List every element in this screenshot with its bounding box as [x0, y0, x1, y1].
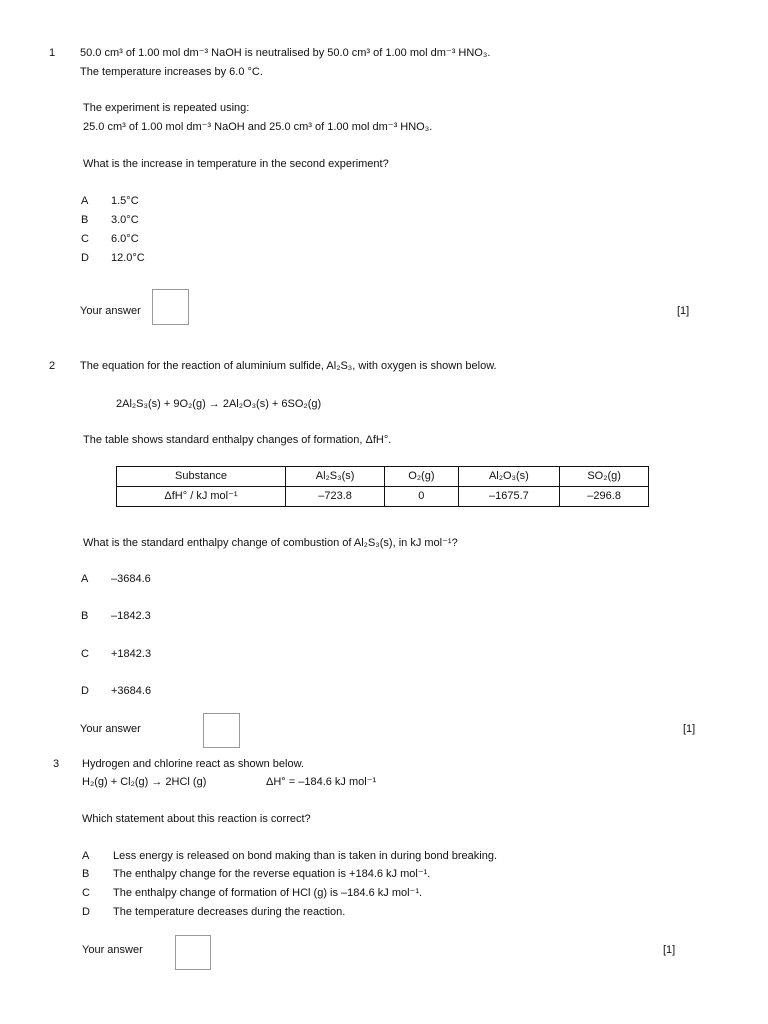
- option-letter: C: [82, 887, 90, 899]
- question-1-marks: [1]: [677, 305, 690, 317]
- option-text: +3684.6: [111, 685, 152, 697]
- table-header-cell: Al₂S₃(s): [286, 467, 385, 487]
- option-text: The enthalpy change for the reverse equation is +184.6 kJ mol⁻¹.: [113, 868, 431, 880]
- table-cell: ΔfH° / kJ mol⁻¹: [117, 487, 286, 507]
- question-1-answer-box[interactable]: [152, 289, 189, 325]
- question-3-option-d: [82, 906, 345, 920]
- option-text: 6.0°C: [111, 233, 139, 245]
- question-2-prompt: What is the standard enthalpy change of combustion of Al₂S₃(s), in kJ mol⁻¹?: [83, 537, 458, 549]
- question-1-line-3: The experiment is repeated using:: [83, 102, 250, 114]
- question-1-answer-label: Your answer: [80, 305, 141, 317]
- option-text: +1842.3: [111, 648, 152, 660]
- question-3-number: 3: [53, 758, 60, 770]
- question-3-option-a: [82, 850, 497, 864]
- question-2-intro: The equation for the reaction of aluminium sulfide, Al₂S₃, with oxygen is shown below.: [80, 360, 497, 372]
- table-cell: 0: [385, 487, 458, 507]
- option-text: 3.0°C: [111, 214, 139, 226]
- question-3-prompt: Which statement about this reaction is correct?: [82, 813, 311, 825]
- question-2-marks: [1]: [683, 723, 696, 735]
- question-2-option-b: [81, 610, 151, 624]
- option-letter: B: [81, 214, 89, 226]
- question-2-option-d: [81, 685, 151, 699]
- question-2-number: 2: [49, 360, 56, 372]
- question-3-intro: Hydrogen and chlorine react as shown below.: [82, 758, 304, 770]
- option-letter: D: [82, 906, 90, 918]
- table-header-cell: O₂(g): [385, 467, 458, 487]
- option-text: The enthalpy change of formation of HCl (g) is –184.6 kJ mol⁻¹.: [113, 887, 423, 899]
- question-2-option-c: [81, 648, 151, 662]
- option-letter: D: [81, 685, 89, 697]
- question-1-option-d: [81, 252, 145, 266]
- question-1-option-a: [81, 195, 139, 209]
- question-3-answer-label: Your answer: [82, 944, 143, 956]
- table-cell: –1675.7: [458, 487, 560, 507]
- question-1-option-c: [81, 233, 139, 247]
- option-letter: A: [81, 573, 89, 585]
- table-cell: –296.8: [560, 487, 649, 507]
- option-text: 1.5°C: [111, 195, 139, 207]
- option-letter: B: [82, 868, 90, 880]
- question-2-option-a: [81, 573, 151, 587]
- question-1-line-4: 25.0 cm³ of 1.00 mol dm⁻³ NaOH and 25.0 cm³ of 1.00 mol dm⁻³ HNO₃.: [83, 121, 433, 133]
- option-text: –1842.3: [111, 610, 151, 622]
- question-1-prompt: What is the increase in temperature in the second experiment?: [83, 158, 389, 170]
- option-letter: A: [81, 195, 89, 207]
- question-1-number: 1: [49, 47, 56, 59]
- option-letter: D: [81, 252, 89, 264]
- enthalpy-of-formation-table: [116, 466, 649, 507]
- question-2-answer-box[interactable]: [203, 713, 240, 748]
- table-cell: –723.8: [286, 487, 385, 507]
- question-1-line-1: 50.0 cm³ of 1.00 mol dm⁻³ NaOH is neutralised by 50.0 cm³ of 1.00 mol dm⁻³ HNO₃.: [80, 47, 491, 59]
- question-3-option-b: [82, 868, 430, 882]
- option-text: Less energy is released on bond making than is taken in during bond breaking.: [113, 850, 498, 862]
- option-text: 12.0°C: [111, 252, 145, 264]
- option-letter: A: [82, 850, 90, 862]
- option-text: The temperature decreases during the reaction.: [113, 906, 346, 918]
- question-3-equation: H₂(g) + Cl₂(g) → 2HCl (g): [82, 776, 207, 788]
- question-3-enthalpy: ΔH° = –184.6 kJ mol⁻¹: [266, 776, 377, 788]
- question-1-line-2: The temperature increases by 6.0 °C.: [80, 66, 263, 78]
- table-row: [117, 487, 649, 507]
- question-3-answer-box[interactable]: [175, 935, 211, 970]
- option-letter: B: [81, 610, 89, 622]
- option-letter: C: [81, 233, 89, 245]
- question-2-equation: 2Al₂S₃(s) + 9O₂(g) → 2Al₂O₃(s) + 6SO₂(g): [116, 398, 322, 410]
- option-letter: C: [81, 648, 89, 660]
- option-text: –3684.6: [111, 573, 151, 585]
- question-2-answer-label: Your answer: [80, 723, 141, 735]
- table-header-cell: Al₂O₃(s): [458, 467, 560, 487]
- question-1-option-b: [81, 214, 139, 228]
- question-3-marks: [1]: [663, 944, 676, 956]
- table-header-cell: Substance: [117, 467, 286, 487]
- question-3-option-c: [82, 887, 422, 901]
- table-header-cell: SO₂(g): [560, 467, 649, 487]
- table-header-row: [117, 467, 649, 487]
- question-2-table-intro: The table shows standard enthalpy changes of formation, ΔfH°.: [83, 434, 392, 446]
